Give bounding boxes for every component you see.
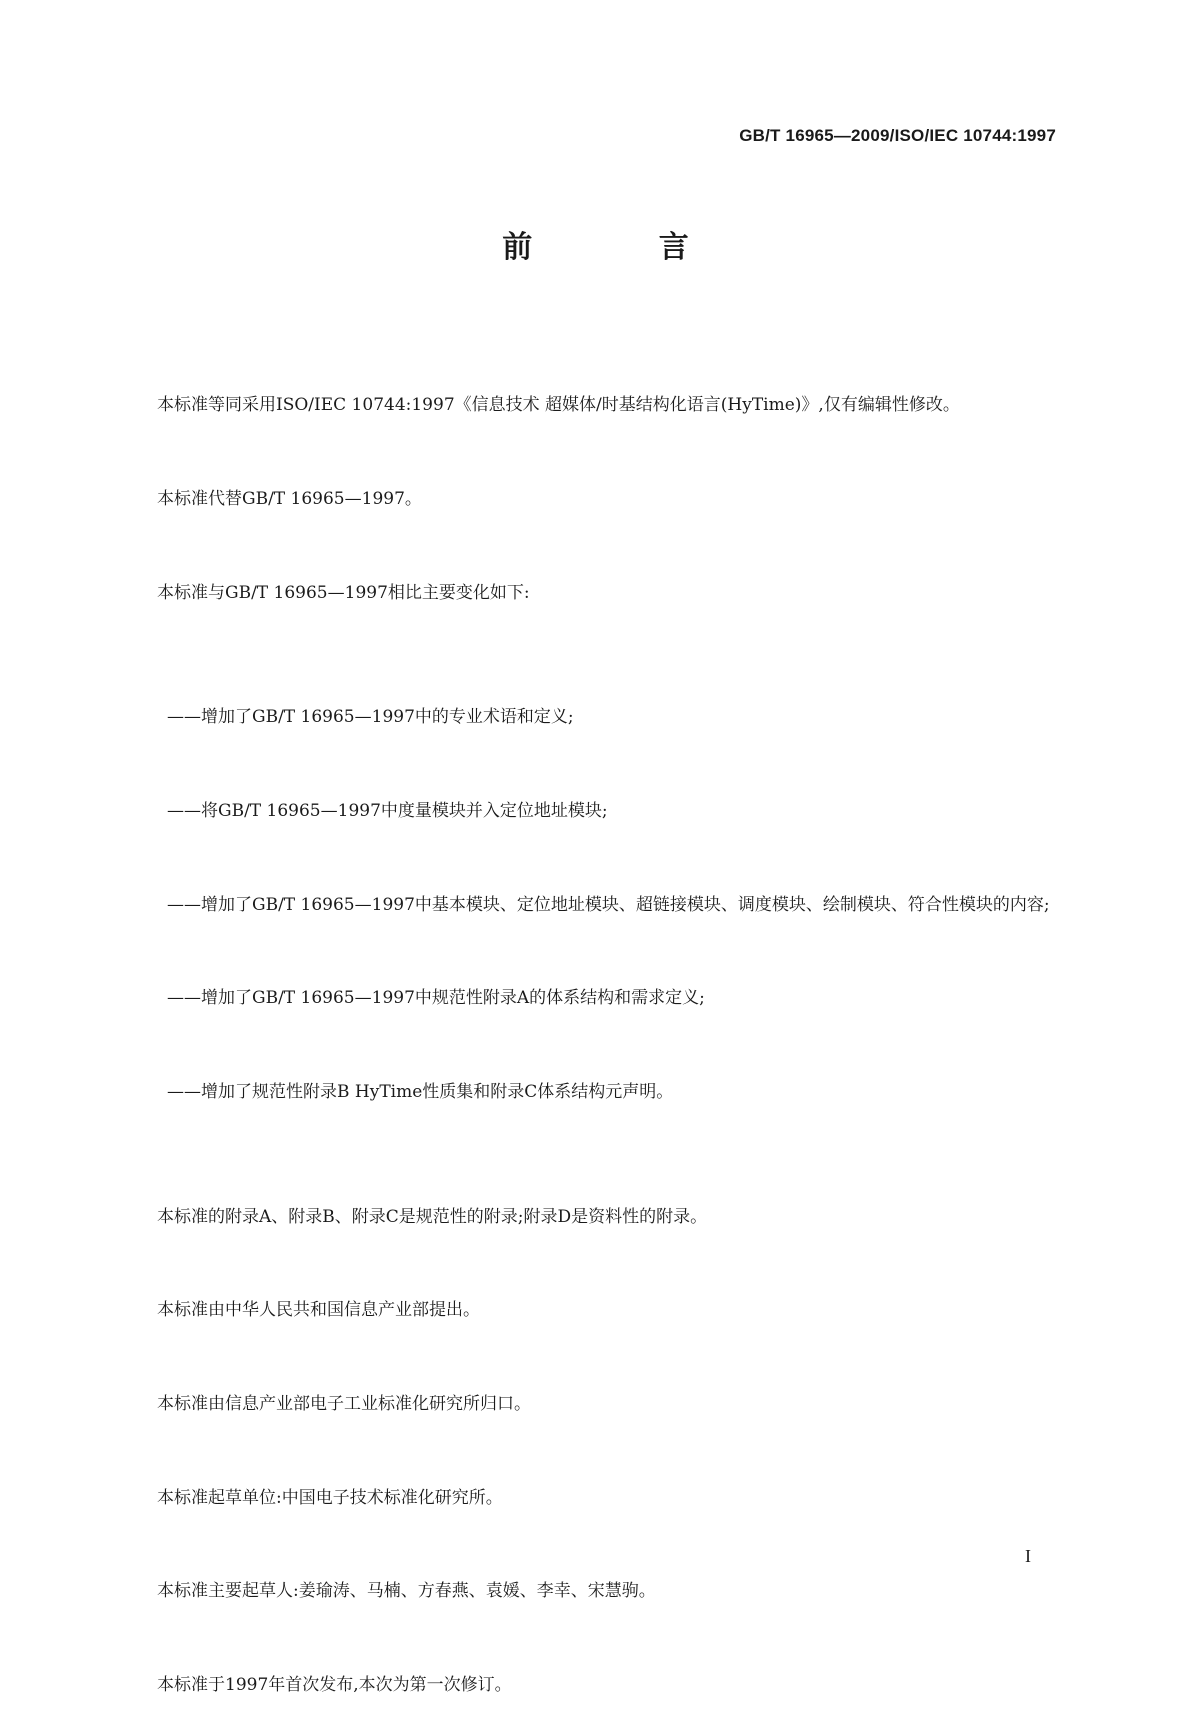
paragraph-drafters: 本标准主要起草人:姜瑜涛、马楠、方春燕、袁媛、李幸、宋慧驹。: [157, 1581, 656, 1602]
page-title: 前 言: [502, 230, 747, 265]
paragraph-drafting-unit: 本标准起草单位:中国电子技术标准化研究所。: [157, 1487, 503, 1508]
paragraph-annexes: 本标准的附录A、附录B、附录C是规范性的附录;附录D是资料性的附录。: [157, 1206, 708, 1227]
standard-number-header: GB/T 16965—2009/ISO/IEC 10744:1997: [739, 126, 1056, 145]
paragraph-adoption: 本标准等同采用ISO/IEC 10744:1997《信息技术 超媒体/时基结构化语言(HyTime)》,仅有编辑性修改。: [157, 395, 960, 416]
paragraph-changes-intro: 本标准与GB/T 16965—1997相比主要变化如下:: [157, 582, 530, 603]
change-item: ——将GB/T 16965—1997中度量模块并入定位地址模块;: [167, 801, 608, 822]
page-number: I: [1025, 1546, 1031, 1566]
paragraph-proposed-by: 本标准由中华人民共和国信息产业部提出。: [157, 1300, 480, 1321]
change-item: ——增加了规范性附录B HyTime性质集和附录C体系结构元声明。: [167, 1081, 674, 1102]
document-body: [123, 328, 1066, 1732]
paragraph-administered-by: 本标准由信息产业部电子工业标准化研究所归口。: [157, 1393, 531, 1414]
paragraph-replaces: 本标准代替GB/T 16965—1997。: [157, 489, 422, 510]
change-item: ——增加了GB/T 16965—1997中规范性附录A的体系结构和需求定义;: [167, 988, 705, 1009]
change-item: ——增加了GB/T 16965—1997中的专业术语和定义;: [167, 707, 574, 728]
change-item: ——增加了GB/T 16965—1997中基本模块、定位地址模块、超链接模块、调度模块、绘制模块、符合性模块的内容;: [167, 894, 1050, 915]
paragraph-history: 本标准于1997年首次发布,本次为第一次修订。: [157, 1674, 512, 1695]
